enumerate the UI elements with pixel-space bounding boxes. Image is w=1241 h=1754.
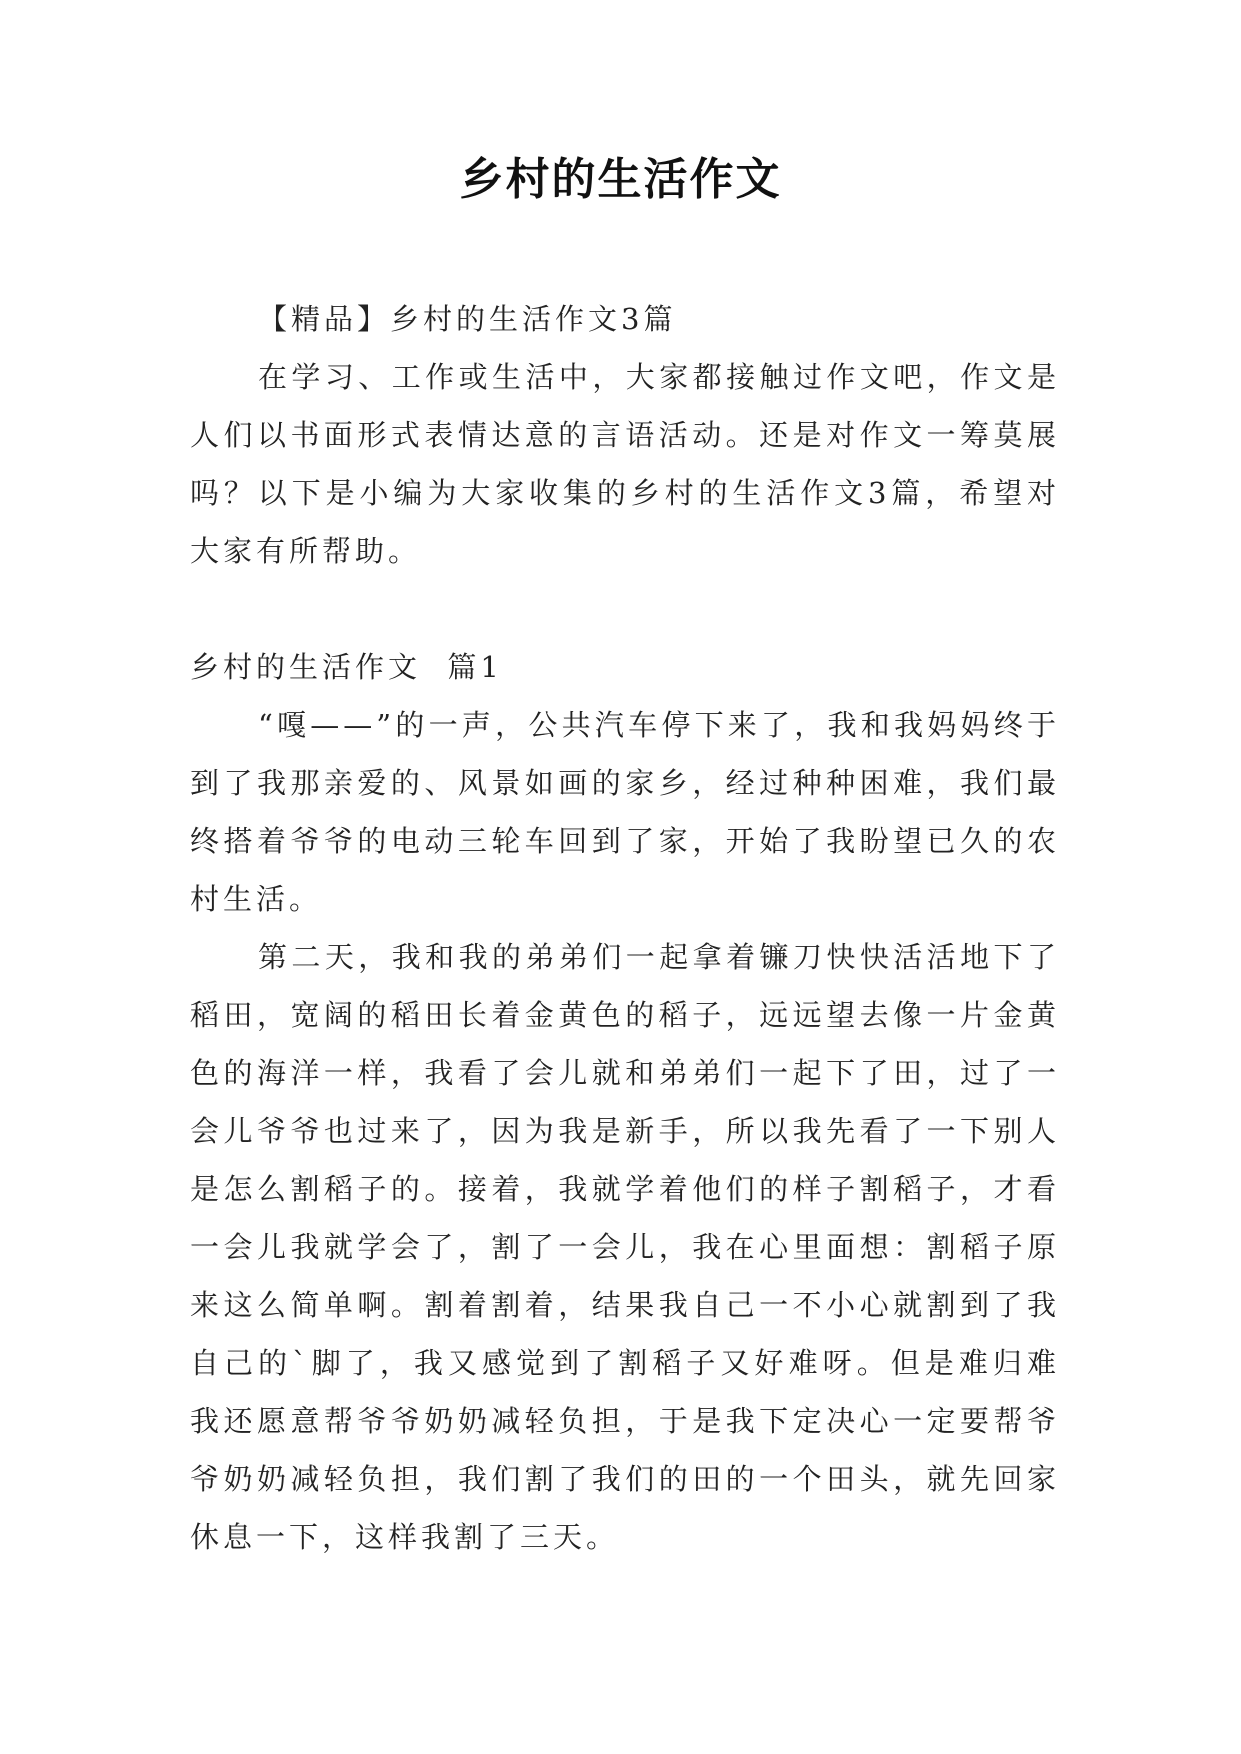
paragraph-spacer [190,580,1060,638]
body-paragraph-1: “嘎——”的一声，公共汽车停下来了，我和我妈妈终于到了我那亲爱的、风景如画的家乡，经过种种困难，我们最终搭着爷爷的电动三轮车回到了家，开始了我盼望已久的农村生活。 [190,708,1060,916]
body-paragraph-2: 第二天，我和我的弟弟们一起拿着镰刀快快活活地下了稻田，宽阔的稻田长着金黄色的稻子，远远望去像一片金黄色的海洋一样，我看了会儿就和弟弟们一起下了田，过了一会儿爷爷也过来了，因为我是新手，所以我先看了一下别人是怎么割稻子的。接着，我就学着他们的样子割稻子，才看一会儿我就学会了，割了一会儿，我在心里面想：割稻子原来这么简单啊。割着割着，结果我自己一不小心就割到了我自己的`脚了，我又感觉到了割稻子又好难呀。但是难归难我还愿意帮爷爷奶奶减轻负担，于是我下定决心一定要帮爷爷奶奶减轻负担，我们割了我们的田的一个田头，就先回家休息一下，这样我割了三天。 [190,940,1060,1554]
document-body [190,290,1060,1566]
page-title: 乡村的生活作文 [459,154,782,205]
section-heading: 乡村的生活作文 篇1 [190,650,503,684]
intro-paragraph: 在学习、工作或生活中，大家都接触过作文吧，作文是人们以书面形式表情达意的言语活动。还是对作文一筹莫展吗？以下是小编为大家收集的乡村的生活作文3篇，希望对大家有所帮助。 [190,360,1060,568]
document-subtitle: 【精品】乡村的生活作文3篇 [258,302,677,336]
